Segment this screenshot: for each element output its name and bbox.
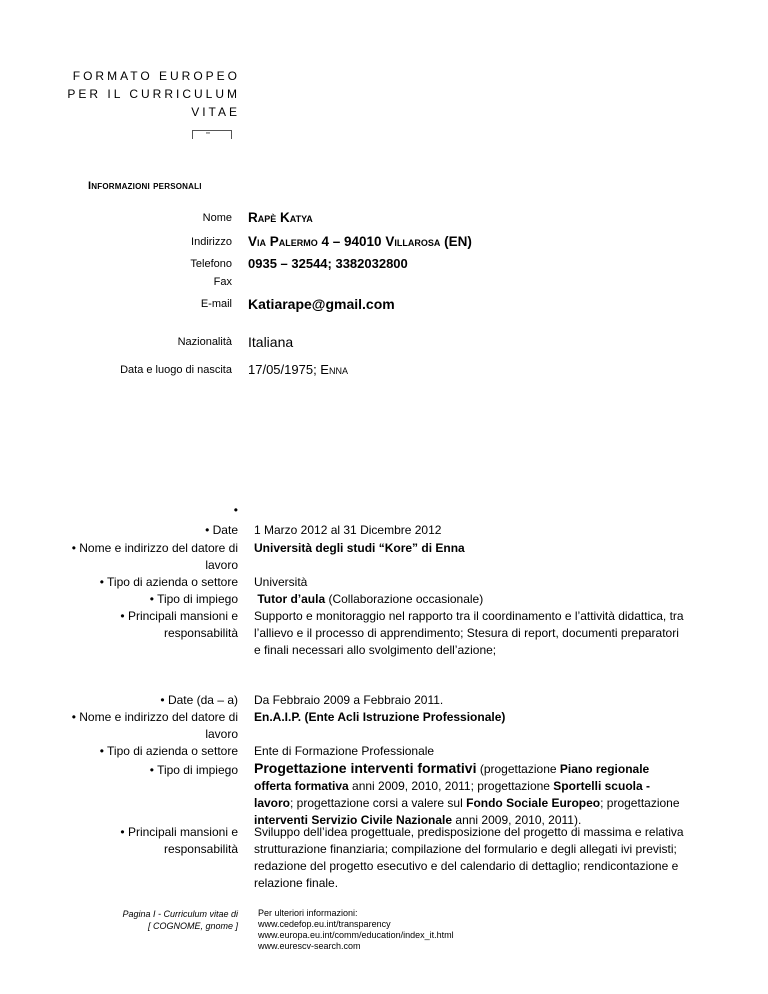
entry2-employer-label: • Nome e indirizzo del datore di lavoro: [71, 710, 238, 741]
value-email: Katiarape@gmail.com: [248, 296, 395, 312]
cv-title-line-3: VITAE: [191, 105, 240, 119]
footer-links: [258, 908, 454, 952]
label-nascita: Data e luogo di nascita: [120, 364, 232, 376]
entry2-position: [254, 760, 684, 829]
value-indirizzo: Via Palermo 4 – 94010 Villarosa (EN): [248, 234, 472, 249]
value-telefono: 0935 – 32544; 3382032800: [248, 256, 408, 271]
value-nazionalita: Italiana: [248, 334, 294, 350]
entry1-employer: Università degli studi “Kore” di Enna: [254, 541, 465, 555]
entry2-duties: Sviluppo dell’idea progettuale, predisposizione del progetto di massima e relativa strutturazione finanziaria; compilazione del formulario e degli allegati ivi previsti; redazione del progetto esecutivo e del calendario di dettaglio; rendicontazione e relazione finale.: [254, 825, 684, 890]
entry1-sector: Università: [254, 575, 308, 589]
section-heading-personal: Informazioni personali: [88, 180, 202, 192]
entry2-position-part-7: ; progettazione: [600, 796, 680, 810]
experience-bullet: •: [233, 503, 238, 517]
label-email: E-mail: [200, 298, 232, 310]
label-indirizzo: Indirizzo: [191, 236, 232, 248]
entry2-position-part-8: interventi Servizio Civile Nazionale: [254, 813, 453, 827]
value-nome: Rapè Katya: [248, 210, 313, 225]
europass-logo: **: [192, 130, 232, 139]
entry1-position-title: Tutor d’aula: [257, 592, 326, 606]
entry2-position-part-2: Piano regionale offerta formativa: [254, 762, 650, 793]
value-nascita-date: 17/05/1975;: [248, 362, 321, 377]
entry2-position-part-3: anni 2009, 2010, 2011; progettazione: [348, 779, 554, 793]
entry2-position-part-0: Progettazione interventi formativi: [254, 760, 477, 776]
entry1-date-label: • Date: [205, 523, 238, 537]
cv-title-line-2: PER IL CURRICULUM: [67, 87, 240, 101]
entry2-date-label: • Date (da – a): [160, 693, 238, 707]
label-telefono: Telefono: [190, 258, 232, 270]
entry2-sector-label: • Tipo di azienda o settore: [99, 744, 238, 758]
entry2-position-part-9: anni 2009, 2010, 2011).: [452, 813, 582, 827]
entry2-position-part-4: Sportelli scuola - lavoro: [254, 779, 650, 810]
entry1-position: [254, 591, 684, 608]
label-nome: Nome: [202, 212, 232, 224]
entry2-position-part-6: Fondo Sociale Europeo: [466, 796, 601, 810]
entry1-position-label: • Tipo di impiego: [149, 592, 238, 606]
entry1-sector-label: • Tipo di azienda o settore: [99, 575, 238, 589]
entry1-date: 1 Marzo 2012 al 31 Dicembre 2012: [254, 523, 442, 537]
entry2-date: Da Febbraio 2009 a Febbraio 2011.: [254, 693, 444, 707]
footer-page-line-2: [ COGNOME, gnome ]: [147, 921, 238, 931]
entry2-position-part-5: ; progettazione corsi a valere sul: [290, 796, 467, 810]
entry1-duties-label: • Principali mansioni e responsabilità: [120, 609, 238, 640]
footer-link-europa[interactable]: www.europa.eu.int/comm/education/index_it.html: [258, 930, 454, 940]
entry2-position-part-1: (progettazione: [476, 762, 560, 776]
footer-link-cedefop[interactable]: www.cedefop.eu.int/transparency: [258, 919, 391, 929]
label-fax: Fax: [213, 276, 232, 288]
entry1-position-note: (Collaborazione occasionale): [325, 592, 484, 606]
cv-title-line-1: FORMATO EUROPEO: [72, 69, 240, 83]
entry2-sector: Ente di Formazione Professionale: [254, 744, 435, 758]
entry1-employer-label: • Nome e indirizzo del datore di lavoro: [71, 541, 238, 572]
entry2-employer: En.A.I.P. (Ente Acli Istruzione Professionale): [254, 710, 506, 724]
label-nazionalita: Nazionalità: [177, 336, 232, 348]
footer-info-heading: Per ulteriori informazioni:: [258, 908, 358, 918]
entry2-duties-label: • Principali mansioni e responsabilità: [120, 825, 238, 856]
entry2-position-label: • Tipo di impiego: [149, 763, 238, 777]
entry1-duties: Supporto e monitoraggio nel rapporto tra il coordinamento e l’attività didattica, tra l’allievo e il processo di apprendimento; Stesura di report, documenti preparatori e finali necessari allo svolgimento dell’azione;: [254, 609, 684, 657]
value-nascita-place: Enna: [320, 362, 348, 377]
value-nascita: [248, 362, 348, 377]
footer-page-line-1: Pagina I - Curriculum vitae di: [122, 909, 238, 919]
footer-page-info: [122, 908, 238, 932]
footer-link-eurescv[interactable]: www.eurescv-search.com: [258, 941, 361, 951]
